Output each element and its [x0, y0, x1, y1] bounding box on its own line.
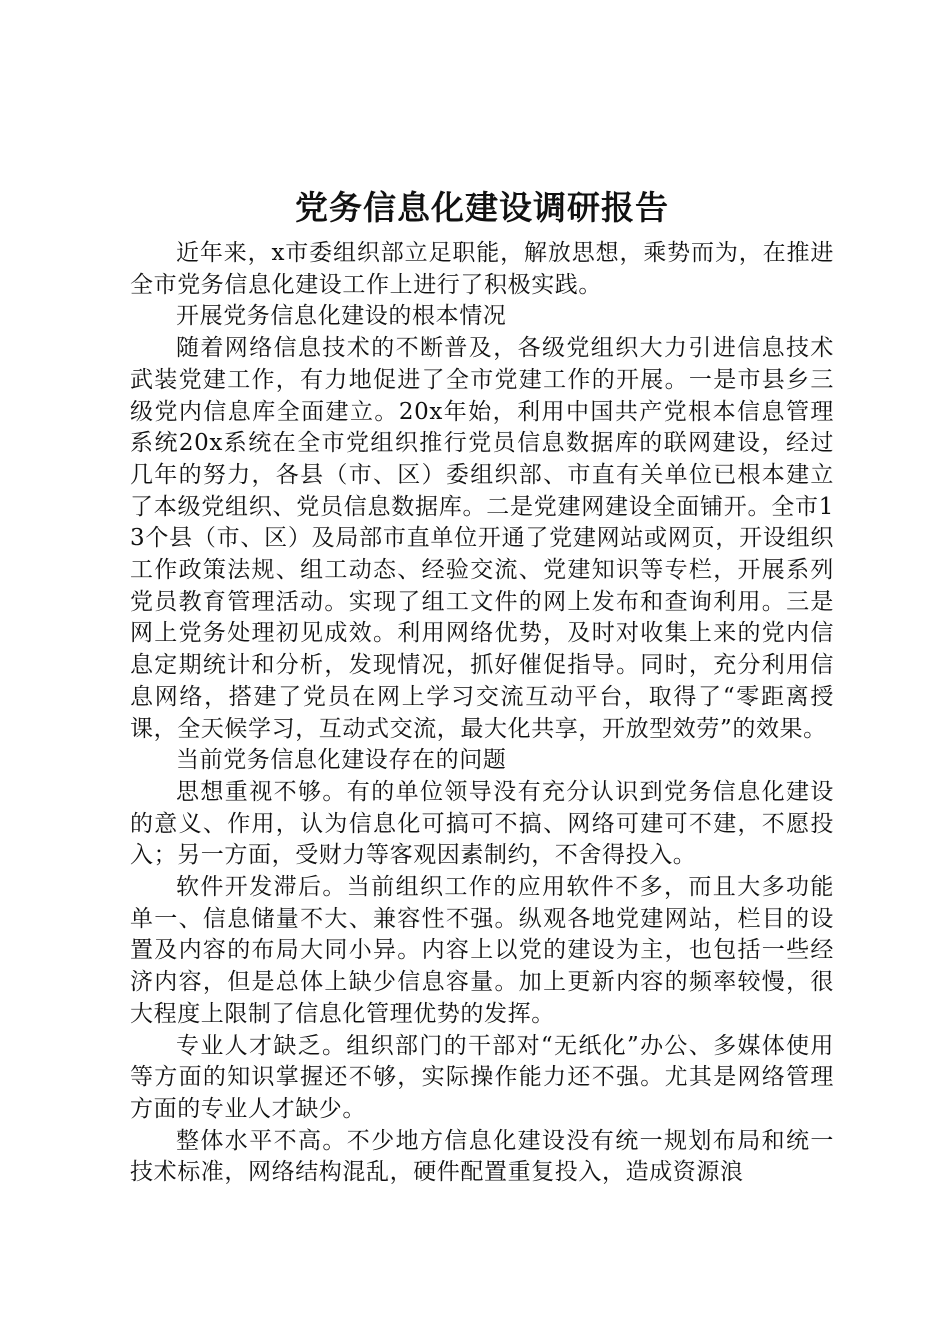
paragraph-problem-software: 软件开发滞后。当前组织工作的应用软件不多，而且大多功能单一、信息储量不大、兼容性不强。纵观各地党建网站，栏目的设置及内容的布局大同小异。内容上以党的建设为主，也包括一些经济内容，但是总体上缺少信息容量。加上更新内容的频率较慢，很大程度上限制了信息化管理优势的发挥。 [130, 874, 834, 1027]
section-heading-problems: 当前党务信息化建设存在的问题 [176, 747, 507, 774]
section-heading-basic-situation: 开展党务信息化建设的根本情况 [176, 303, 507, 330]
paragraph-problem-level: 整体水平不高。不少地方信息化建设没有统一规划布局和统一技术标准，网络结构混乱，硬件配置重复投入，造成资源浪 [130, 1127, 834, 1186]
document-page [130, 178, 834, 1189]
paragraph-intro: 近年来，x市委组织部立足职能，解放思想，乘势而为，在推进全市党务信息化建设工作上进行了积极实践。 [130, 240, 834, 298]
paragraph-basic-situation: 随着网络信息技术的不断普及，各级党组织大力引进信息技术武装党建工作，有力地促进了全市党建工作的开展。一是市县乡三级党内信息库全面建立。20x年始，利用中国共产党根本信息管理系统20x系统在全市党组织推行党员信息数据库的联网建设，经过几年的努力，各县（市、区）委组织部、市直有关单位已根本建立了本级党组织、党员信息数据库。二是党建网建设全面铺开。全市13个县（市、区）及局部市直单位开通了党建网站或网页，开设组织工作政策法规、组工动态、经验交流、党建知识等专栏，开展系列党员教育管理活动。实现了组工文件的网上发布和查询利用。三是网上党务处理初见成效。利用网络优势，及时对收集上来的党内信息定期统计和分析，发现情况，抓好催促指导。同时，充分利用信息网络，搭建了党员在网上学习交流互动平台，取得了“零距离授课，全天候学习，互动式交流，最大化共享，开放型效劳”的效果。 [130, 335, 834, 742]
paragraph-problem-talent: 专业人才缺乏。组织部门的干部对“无纸化”办公、多媒体使用等方面的知识掌握还不够，实际操作能力还不强。尤其是网络管理方面的专业人才缺少。 [130, 1032, 834, 1122]
document-title: 党务信息化建设调研报告 [295, 188, 669, 227]
paragraph-problem-awareness: 思想重视不够。有的单位领导没有充分认识到党务信息化建设的意义、作用，认为信息化可搞可不搞、网络可建可不建，不愿投入；另一方面，受财力等客观因素制约，不舍得投入。 [130, 778, 834, 869]
